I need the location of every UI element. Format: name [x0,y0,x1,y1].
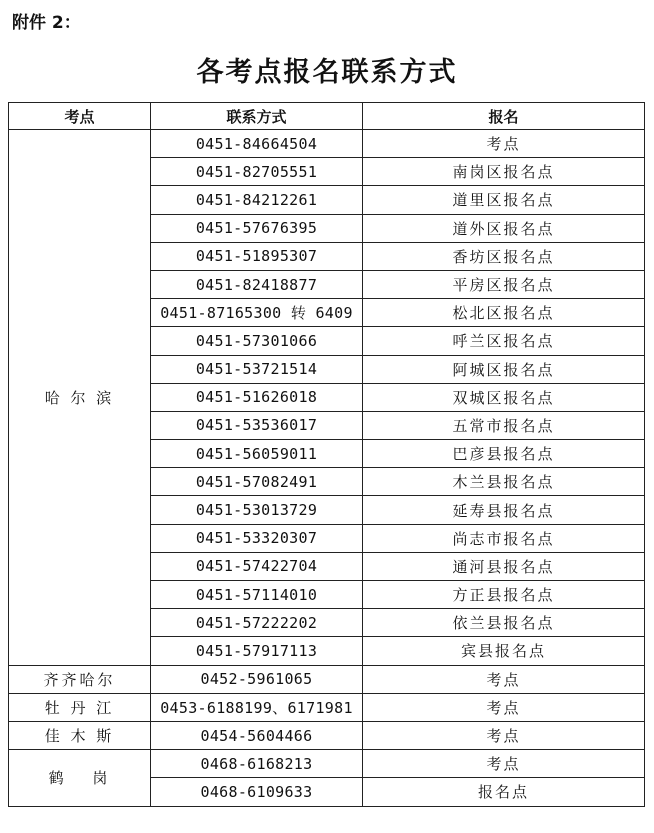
registration-cell: 木兰县报名点 [363,468,645,496]
registration-cell: 通河县报名点 [363,552,645,580]
phone-cell: 0451-87165300 转 6409 [151,299,363,327]
header-registration: 报名 [363,103,645,130]
registration-cell: 双城区报名点 [363,383,645,411]
table-row [9,750,645,778]
header-site: 考点 [9,103,151,130]
phone-cell: 0451-53721514 [151,355,363,383]
table-row [9,665,645,693]
registration-cell: 考点 [363,665,645,693]
registration-cell: 阿城区报名点 [363,355,645,383]
site-cell: 佳 木 斯 [9,721,151,749]
phone-cell: 0451-51626018 [151,383,363,411]
header-row [9,103,645,130]
site-cell: 鹤 岗 [9,750,151,806]
registration-cell: 道里区报名点 [363,186,645,214]
registration-cell: 道外区报名点 [363,214,645,242]
registration-cell: 考点 [363,721,645,749]
phone-cell: 0451-57917113 [151,637,363,665]
phone-cell: 0451-53320307 [151,524,363,552]
registration-cell: 呼兰区报名点 [363,327,645,355]
header-contact: 联系方式 [151,103,363,130]
table-row [9,693,645,721]
contact-table [8,102,645,807]
registration-cell: 延寿县报名点 [363,496,645,524]
registration-cell: 香坊区报名点 [363,242,645,270]
phone-cell: 0451-56059011 [151,440,363,468]
phone-cell: 0451-84212261 [151,186,363,214]
table-body [9,130,645,807]
registration-cell: 考点 [363,750,645,778]
site-cell: 牡 丹 江 [9,693,151,721]
phone-cell: 0451-82705551 [151,158,363,186]
phone-cell: 0451-57082491 [151,468,363,496]
registration-cell: 方正县报名点 [363,581,645,609]
site-cell: 哈 尔 滨 [9,130,151,666]
registration-cell: 考点 [363,693,645,721]
table-header [9,103,645,130]
registration-cell: 平房区报名点 [363,270,645,298]
phone-cell: 0451-51895307 [151,242,363,270]
registration-cell: 报名点 [363,778,645,806]
phone-cell: 0454-5604466 [151,721,363,749]
phone-cell: 0451-57422704 [151,552,363,580]
page-title: 各考点报名联系方式 [196,57,458,88]
table-row [9,721,645,749]
registration-cell: 南岗区报名点 [363,158,645,186]
phone-cell: 0453-6188199、6171981 [151,693,363,721]
registration-cell: 宾县报名点 [363,637,645,665]
attachment-label: 附件 2： [12,13,81,33]
registration-cell: 依兰县报名点 [363,609,645,637]
registration-cell: 松北区报名点 [363,299,645,327]
phone-cell: 0452-5961065 [151,665,363,693]
phone-cell: 0451-57301066 [151,327,363,355]
phone-cell: 0468-6109633 [151,778,363,806]
registration-cell: 考点 [363,130,645,158]
registration-cell: 巴彦县报名点 [363,440,645,468]
phone-cell: 0451-53536017 [151,411,363,439]
site-cell: 齐齐哈尔 [9,665,151,693]
phone-cell: 0468-6168213 [151,750,363,778]
phone-cell: 0451-57222202 [151,609,363,637]
phone-cell: 0451-82418877 [151,270,363,298]
phone-cell: 0451-53013729 [151,496,363,524]
registration-cell: 尚志市报名点 [363,524,645,552]
registration-cell: 五常市报名点 [363,411,645,439]
phone-cell: 0451-84664504 [151,130,363,158]
table-row [9,130,645,158]
phone-cell: 0451-57114010 [151,581,363,609]
phone-cell: 0451-57676395 [151,214,363,242]
